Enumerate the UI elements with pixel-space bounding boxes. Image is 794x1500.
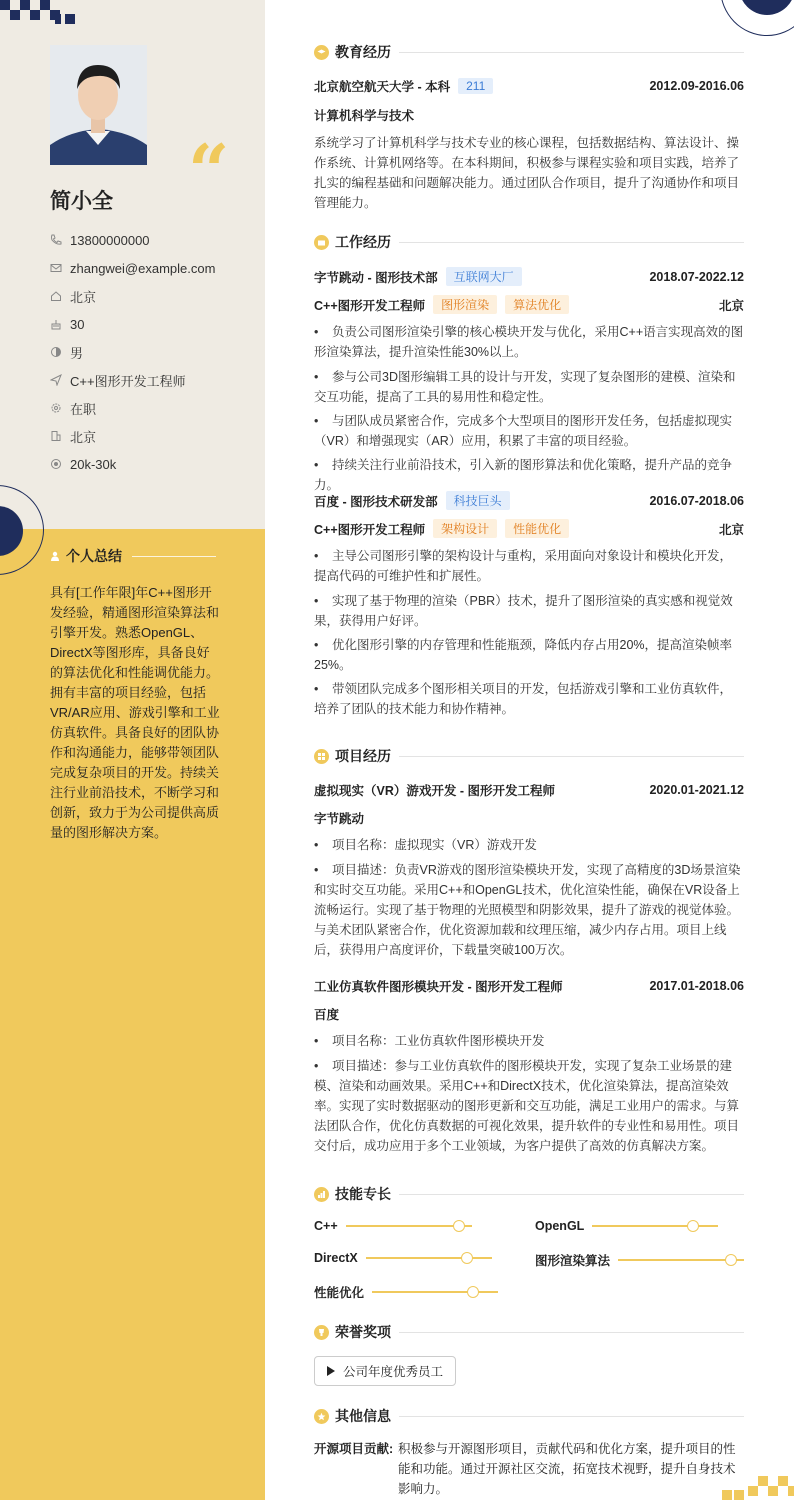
info-status: 在职 (50, 394, 215, 422)
home-icon (50, 290, 62, 302)
grid-icon (314, 749, 329, 764)
list-item: • 参与公司3D图形编辑工具的设计与开发，实现了复杂图形的建模、渲染和交互功能，提高了工具的易用性和稳定性。 (314, 367, 744, 407)
skill-directx: DirectX (314, 1251, 492, 1265)
mail-icon (50, 262, 62, 274)
skill-bar (618, 1259, 744, 1261)
school-tag: 211 (458, 78, 493, 94)
job-header: 字节跳动 - 图形技术部 互联网大厂 2018.07-2022.12 (314, 267, 744, 286)
skill-knob (725, 1254, 737, 1266)
info-target-city: 北京 (50, 422, 215, 450)
skill-opengl: OpenGL (535, 1219, 718, 1233)
list-item: • 与团队成员紧密合作，完成多个大型项目的图形开发任务，包括虚拟现实（VR）和增强现实（AR）应用，积累了丰富的项目经验。 (314, 411, 744, 451)
graduation-icon (314, 45, 329, 60)
honor-item: 公司年度优秀员工 (314, 1356, 456, 1386)
job-role: C++图形开发工程师 图形渲染 算法优化 北京 (314, 295, 744, 314)
chart-icon (314, 1187, 329, 1202)
job-header: 百度 - 图形技术研发部 科技巨头 2016.07-2018.06 (314, 491, 744, 510)
list-item: • 带领团队完成多个图形相关项目的开发，包括游戏引擎和工业仿真软件，培养了团队的技术能力和协作精神。 (314, 679, 744, 719)
list-item: • 项目描述：参与工业仿真软件的图形模块开发，实现了复杂工业场景的建模、渲染和动画效果。采用C++和DirectX技术，优化渲染算法，提高渲染效率。实现了实时数据驱动的图形更新和交互功能，满足工业用户的需求。与算法团队合作，优化仿真数据的可视化效果，提升软件的专业性和易用性。项目交付后，成功应用于多个工业领域，为客户提供了高效的仿真解决方案。 (314, 1056, 744, 1156)
list-item: • 项目名称：虚拟现实（VR）游戏开发 (314, 835, 744, 855)
info-phone: 13800000000 (50, 226, 215, 254)
skill-knob (461, 1252, 473, 1264)
section-skills: 技能专长 (314, 1184, 744, 1204)
other-value: 积极参与开源图形项目，贡献代码和优化方案，提升项目的性能和功能。通过开源社区交流，拓宽技术视野，提升自身技术影响力。 (398, 1442, 736, 1496)
info-city: 北京 (50, 282, 215, 310)
skill-tag: 性能优化 (505, 519, 569, 538)
phone-icon (50, 234, 62, 246)
skill-cpp: C++ (314, 1219, 472, 1233)
summary-header (50, 546, 216, 566)
avatar (50, 45, 147, 165)
skill-bar (366, 1257, 492, 1259)
other-info (314, 1439, 744, 1499)
skill-knob (453, 1220, 465, 1232)
building-icon (50, 430, 62, 442)
skill-tag: 图形渲染 (433, 295, 497, 314)
summary-text: 具有[工作年限]年C++图形开发经验，精通图形渲染算法和引擎开发。熟悉OpenGL、DirectX等图形库，具备良好的算法优化和性能调优能力。拥有丰富的项目经验，包括VR/AR应用、游戏引擎和工业仿真软件。具备良好的团队协作和沟通能力，能够带领团队完成复杂项目的开发。持续关注行业前沿技术，不断学习和创新，致力于为公司提供高质量的图形解决方案。 (50, 585, 220, 840)
cake-icon (50, 318, 62, 330)
trophy-icon (314, 1325, 329, 1340)
education-major: 计算机科学与技术 (314, 109, 415, 123)
info-position: C++图形开发工程师 (50, 366, 215, 394)
briefcase-icon (314, 235, 329, 250)
project-header: 虚拟现实（VR）游戏开发 - 图形开发工程师 2020.01-2021.12 (314, 783, 744, 798)
list-item: • 主导公司图形引擎的架构设计与重构，采用面向对象设计和模块化开发，提高代码的可维护性和扩展性。 (314, 546, 744, 586)
skill-bar (346, 1225, 472, 1227)
education-header (314, 77, 744, 95)
checker-decoration (0, 0, 80, 24)
person-icon (50, 551, 60, 561)
gender-icon (50, 346, 62, 358)
skill-knob (687, 1220, 699, 1232)
candidate-name: 简小全 (50, 190, 113, 213)
school-name: 北京航空航天大学 - 本科 (314, 80, 451, 94)
info-email: zhangwei@example.com (50, 254, 215, 282)
section-projects: 项目经历 (314, 746, 744, 766)
skill-tag: 算法优化 (505, 295, 569, 314)
other-key: 开源项目贡献: (314, 1442, 394, 1456)
info-age: 30 (50, 310, 215, 338)
section-education: 教育经历 (314, 42, 744, 62)
send-icon (50, 374, 62, 386)
contact-info (50, 226, 215, 478)
star-icon (314, 1409, 329, 1424)
section-work: 工作经历 (314, 232, 744, 252)
list-item: • 负责公司图形渲染引擎的核心模块开发与优化，采用C++语言实现高效的图形渲染算法，提升渲染性能30%以上。 (314, 322, 744, 362)
skill-bar (372, 1291, 498, 1293)
project-header: 工业仿真软件图形模块开发 - 图形开发工程师 2017.01-2018.06 (314, 979, 744, 994)
section-honors: 荣誉奖项 (314, 1322, 744, 1342)
skill-bar (592, 1225, 718, 1227)
info-salary: 20k-30k (50, 450, 215, 478)
gear-icon (50, 402, 62, 414)
section-other: 其他信息 (314, 1406, 744, 1426)
job-role: C++图形开发工程师 架构设计 性能优化 北京 (314, 519, 744, 538)
skill-rendering: 图形渲染算法 (535, 1251, 744, 1269)
play-icon (327, 1366, 335, 1376)
skill-tag: 架构设计 (433, 519, 497, 538)
list-item: • 优化图形引擎的内存管理和性能瓶颈，降低内存占用20%，提高渲染帧率25%。 (314, 635, 744, 675)
coin-icon (50, 458, 62, 470)
list-item: • 持续关注行业前沿技术，引入新的图形算法和优化策略，提升产品的竞争力。 (314, 455, 744, 495)
project-company: 字节跳动 (314, 812, 365, 826)
education-desc: 系统学习了计算机科学与技术专业的核心课程，包括数据结构、算法设计、操作系统、计算机网络等。在本科期间，积极参与课程实验和项目实践，培养了扎实的编程基础和问题解决能力。通过团队合作项目，提升了沟通协作和项目管理能力。 (314, 136, 740, 210)
skill-performance: 性能优化 (314, 1283, 498, 1301)
list-item: • 实现了基于物理的渲染（PBR）技术，提升了图形渲染的真实感和视觉效果，获得用户好评。 (314, 591, 744, 631)
quote-mark-icon: “ (188, 128, 230, 213)
skill-knob (467, 1286, 479, 1298)
summary-title: 个人总结 (66, 548, 122, 564)
list-item: • 项目名称：工业仿真软件图形模块开发 (314, 1031, 744, 1051)
info-gender: 男 (50, 338, 215, 366)
circle-decoration-top (720, 0, 794, 36)
education-date: 2012.09-2016.06 (649, 79, 744, 93)
project-company: 百度 (314, 1008, 340, 1022)
list-item: • 项目描述：负责VR游戏的图形渲染模块开发，实现了高精度的3D场景渲染和实时交互功能。采用C++和OpenGL技术，优化渲染性能，确保在VR设备上流畅运行。实现了基于物理的光照模型和阴影效果，提升了游戏的视觉体验。与美术团队紧密合作，优化资源加载和纹理压缩，减少内存占用。项目上线后，获得用户高度评价，下载量突破100万次。 (314, 860, 744, 960)
